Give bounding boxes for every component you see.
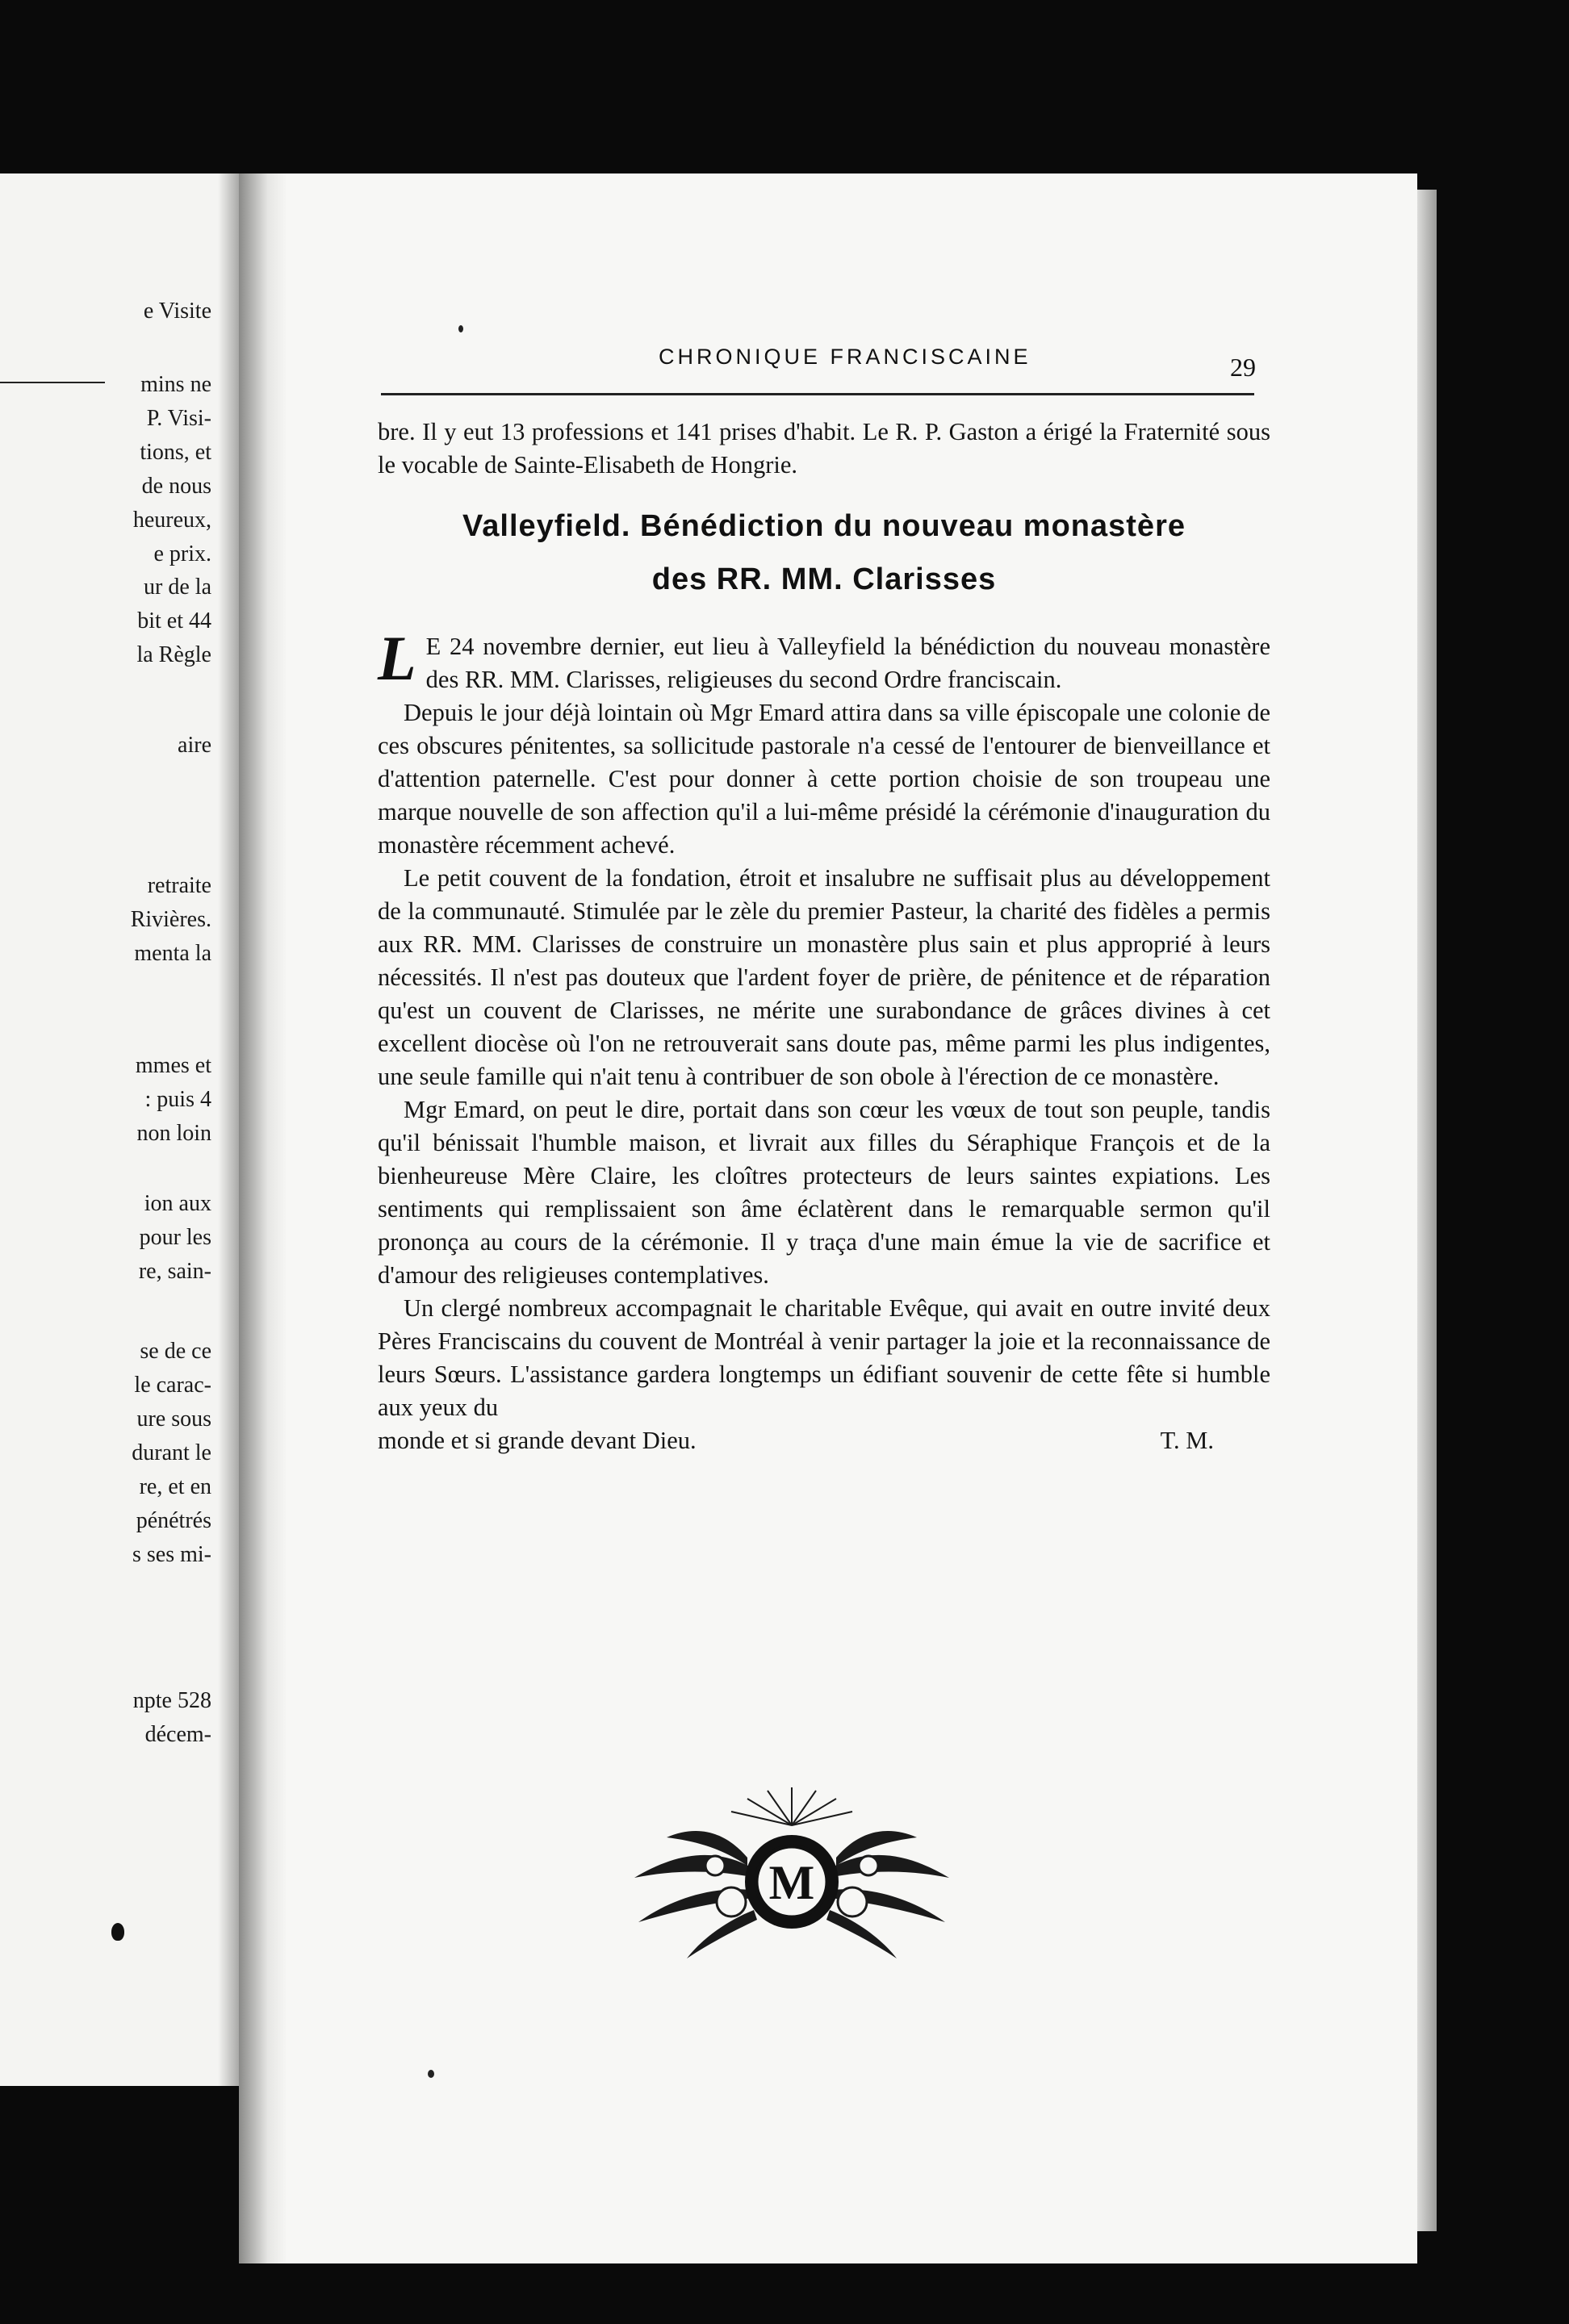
ink-speck xyxy=(428,2070,434,2078)
left-page xyxy=(0,173,239,2086)
paragraph-3: Le petit couvent de la fondation, étroit et insalubre ne suffisait plus au développement de la communauté. Stimulée par le zèle du premier Pasteur, la charité des fidèles a permis aux RR. MM. Clarisses de construire un monastère plus sain et plus approprié à leurs nécessités. Il n'est pas douteux que l'ardent foyer de prière, de pénitence et de réparation qu'est un couvent de Clarisses, ne mérite une surabondance de grâces divines à cet excellent diocèse où l'on ne retrouverait sans doute pas, même parmi les plus indigentes, une seule famille qui n'ait tenu à contribuer de son obole à l'érection de ce monastère. xyxy=(378,864,1270,1090)
left-page-line: Rivières. xyxy=(130,907,211,932)
closing-text: monde et si grande devant Dieu. xyxy=(378,1427,697,1454)
left-page-line: ion aux xyxy=(144,1191,211,1216)
left-page-ink-blot xyxy=(111,1923,124,1941)
left-page-line: durant le xyxy=(132,1440,211,1465)
left-page-line: mins ne xyxy=(140,372,211,397)
gutter-shadow xyxy=(239,173,287,2263)
left-page-line: re, sain- xyxy=(138,1259,211,1284)
left-page-line: décem- xyxy=(144,1722,211,1747)
drop-cap: L xyxy=(378,623,416,693)
left-page-line: mmes et xyxy=(135,1053,211,1078)
left-page-line: s ses mi- xyxy=(132,1542,211,1567)
left-page-rule xyxy=(0,382,105,383)
left-page-line: : puis 4 xyxy=(144,1087,211,1112)
ink-speck xyxy=(458,325,463,332)
left-page-line: aire xyxy=(178,733,211,758)
ornament-monogram: M xyxy=(768,1856,815,1909)
left-page-line: ure sous xyxy=(136,1407,211,1432)
left-page-line: le carac- xyxy=(134,1373,211,1398)
paragraph-4: Mgr Emard, on peut le dire, portait dans son cœur les vœux de tout son peuple, tandis qu'il bénissait l'humble maison, et livrait aux filles du Séraphique François et de la bienheureuse Mère Claire, les cloîtres protecteurs de leurs saintes expiations. Les sentiments qui remplissaient son âme éclatèrent dans le remarquable sermon qu'il prononça au cours de la cérémonie. Il y traça d'une main émue la vie de sacrifice et d'amour des religieuses contemplatives. xyxy=(378,1096,1270,1289)
header-rule xyxy=(381,393,1254,395)
left-page-line: menta la xyxy=(134,941,211,966)
paragraph-1 xyxy=(378,623,1270,696)
left-page-line: se de ce xyxy=(140,1339,211,1364)
left-page-line: pénétrés xyxy=(136,1508,211,1533)
paragraph-2: Depuis le jour déjà lointain où Mgr Emard attira dans sa ville épiscopale une colonie de ces obscures pénitentes, sa sollicitude pastorale n'a cessé de l'entourer de bienveillance et d'attention paternelle. C'est pour donner à cette portion choisie de son troupeau une marque nouvelle de son affection qu'il a lui-même présidé la cérémonie d'inauguration du monastère récemment achevé. xyxy=(378,699,1270,859)
left-page-line: ur de la xyxy=(144,575,211,600)
left-page-line: heureux, xyxy=(132,508,211,533)
left-page-line: non loin xyxy=(136,1121,211,1146)
left-page-line: e Visite xyxy=(143,299,211,324)
right-page xyxy=(239,173,1417,2263)
signature: T. M. xyxy=(1160,1427,1214,1454)
article-title-line2: des RR. MM. Clarisses xyxy=(651,562,997,596)
article-body xyxy=(378,416,1270,1457)
left-page-gutter xyxy=(218,173,239,2086)
page-edge xyxy=(1417,190,1437,2231)
left-page-line: tions, et xyxy=(140,440,211,465)
paragraph-5: Un clergé nombreux accompagnait le charitable Evêque, qui avait en outre invité deux Pères Franciscains du couvent de Montréal à venir partager la joie et la reconnaissance de leurs Sœurs. L'assistance gardera longtemps un édifiant souvenir de cette fête si humble aux yeux du xyxy=(378,1294,1270,1421)
paragraph-1-text: E 24 novembre dernier, eut lieu à Valleyfield la bénédiction du nouveau monastère des RR. MM. Clarisses, religieuses du second Ordre franciscain. xyxy=(425,633,1270,693)
left-page-line: re, et en xyxy=(139,1474,211,1499)
running-head: CHRONIQUE FRANCISCAINE xyxy=(659,345,1031,369)
left-page-line: npte 528 xyxy=(132,1688,211,1713)
left-page-line: P. Visi- xyxy=(146,406,211,431)
left-page-line: pour les xyxy=(139,1225,211,1250)
left-page-line: bit et 44 xyxy=(137,608,211,633)
left-page-line: la Règle xyxy=(136,642,211,667)
left-page-line: retraite xyxy=(147,873,211,898)
left-page-line: de nous xyxy=(141,474,211,499)
article-title-line1: Valleyfield. Bénédiction du nouveau monastère xyxy=(462,509,1186,543)
left-page-line: e prix. xyxy=(153,541,211,566)
closing-line xyxy=(378,1424,1270,1457)
floral-ornament-icon xyxy=(618,1781,965,1967)
lead-paragraph: bre. Il y eut 13 professions et 141 prises d'habit. Le R. P. Gaston a érigé la Fraternité sous le vocable de Sainte-Elisabeth de Hongrie. xyxy=(378,418,1270,479)
page-number: 29 xyxy=(1230,353,1256,382)
